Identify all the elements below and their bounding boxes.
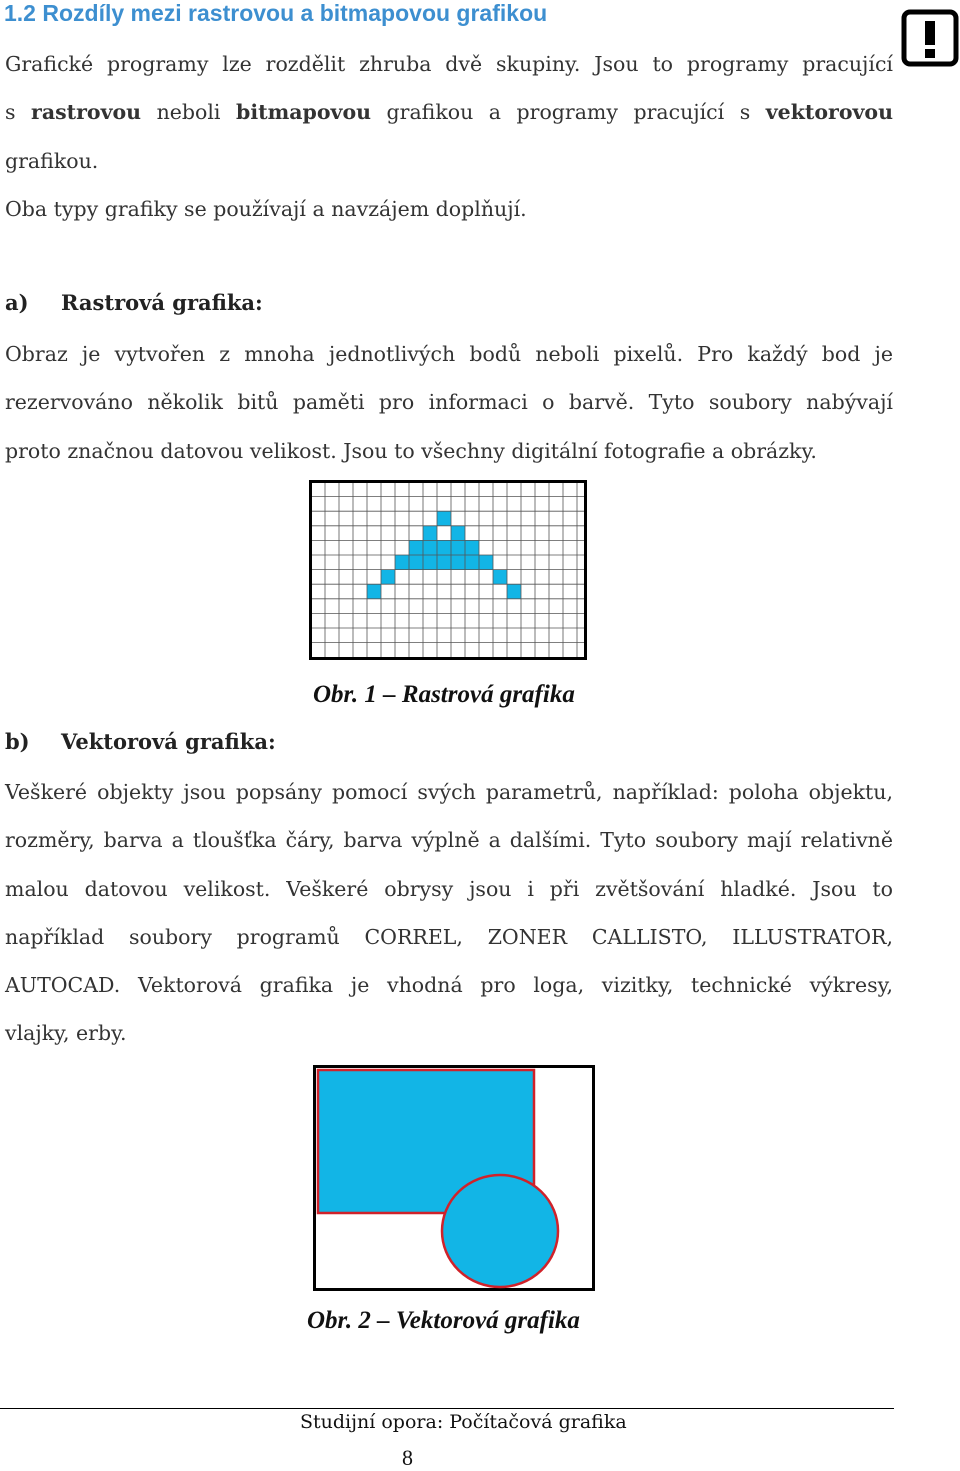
vector-figure bbox=[313, 1065, 595, 1291]
intro-line-4: Oba typy grafiky se používají a navzájem doplňují. bbox=[5, 196, 527, 221]
term-bitmapovou: bitmapovou bbox=[235, 100, 372, 125]
raster-pixel bbox=[409, 540, 423, 555]
section-b-heading bbox=[5, 729, 276, 754]
raster-pixel bbox=[465, 540, 479, 555]
section-b-title: Vektorová grafika: bbox=[61, 729, 276, 754]
section-a-title: Rastrová grafika: bbox=[61, 290, 263, 315]
page-number: 8 bbox=[402, 1445, 413, 1470]
raster-pixel bbox=[437, 540, 451, 555]
exclamation-icon bbox=[900, 6, 960, 68]
section-heading: 1.2 Rozdíly mezi rastrovou a bitmapovou grafikou bbox=[4, 0, 548, 26]
intro-line-1: Grafické programy lze rozdělit zhruba dvě skupiny. Jsou to programy pracující bbox=[5, 52, 893, 76]
text-fragment: grafikou a programy pracující s bbox=[371, 100, 766, 125]
section-b-label: b) bbox=[5, 729, 30, 754]
raster-pixel bbox=[465, 555, 479, 570]
term-rastrovou: rastrovou bbox=[31, 100, 142, 125]
raster-pixel bbox=[409, 555, 423, 570]
raster-pixel bbox=[381, 570, 395, 585]
section-a-label: a) bbox=[5, 290, 29, 315]
section-b-line: rozměry, barva a tloušťka čáry, barva výplně a dalšími. Tyto soubory mají relativně bbox=[5, 828, 893, 853]
raster-pixel bbox=[451, 540, 465, 555]
footer-divider bbox=[0, 1408, 894, 1409]
section-b-line: Veškeré objekty jsou popsány pomocí svých parametrů, například: poloha objektu, bbox=[5, 780, 893, 804]
raster-pixel bbox=[367, 584, 381, 599]
section-a-line: rezervováno několik bitů paměti pro informaci o barvě. Tyto soubory nabývají bbox=[5, 390, 893, 415]
raster-pixel bbox=[395, 555, 409, 570]
section-a-line: proto značnou datovou velikost. Jsou to všechny digitální fotografie a obrázky. bbox=[5, 438, 817, 463]
section-b-paragraph bbox=[5, 768, 893, 1058]
raster-pixel bbox=[423, 540, 437, 555]
raster-pixel bbox=[493, 570, 507, 585]
vector-ellipse bbox=[442, 1175, 558, 1287]
section-b-line: malou datovou velikost. Veškeré obrysy jsou i při zvětšování hladké. Jsou to bbox=[5, 876, 893, 901]
footer-text: Studijní opora: Počítačová grafika bbox=[300, 1411, 627, 1433]
intro-paragraph bbox=[5, 40, 893, 233]
raster-figure bbox=[309, 480, 587, 660]
raster-pixel bbox=[423, 555, 437, 570]
section-a-line: Obraz je vytvořen z mnoha jednotlivých bodů neboli pixelů. Pro každý bod je bbox=[5, 342, 893, 366]
raster-pixel bbox=[451, 526, 465, 541]
section-b-line: vlajky, erby. bbox=[5, 1021, 127, 1046]
raster-pixel bbox=[451, 555, 465, 570]
raster-pixel bbox=[423, 526, 437, 541]
intro-line-3: grafikou. bbox=[5, 148, 99, 173]
raster-pixel bbox=[507, 584, 521, 599]
section-b-line: například soubory programů CORREL, ZONER CALLISTO, ILLUSTRATOR, bbox=[5, 924, 893, 949]
intro-line-2 bbox=[5, 88, 893, 136]
text-fragment: neboli bbox=[141, 100, 236, 125]
raster-pixel bbox=[479, 555, 493, 570]
raster-pixel bbox=[437, 555, 451, 570]
text-fragment: s bbox=[5, 100, 32, 125]
section-a-heading bbox=[5, 290, 263, 315]
figure-2-caption: Obr. 2 – Vektorová grafika bbox=[307, 1307, 580, 1334]
section-b-line: AUTOCAD. Vektorová grafika je vhodná pro loga, vizitky, technické výkresy, bbox=[5, 973, 893, 998]
figure-1-caption: Obr. 1 – Rastrová grafika bbox=[313, 681, 575, 708]
term-vektorovou: vektorovou bbox=[765, 100, 893, 125]
raster-pixel bbox=[437, 511, 451, 526]
section-a-paragraph bbox=[5, 330, 893, 475]
